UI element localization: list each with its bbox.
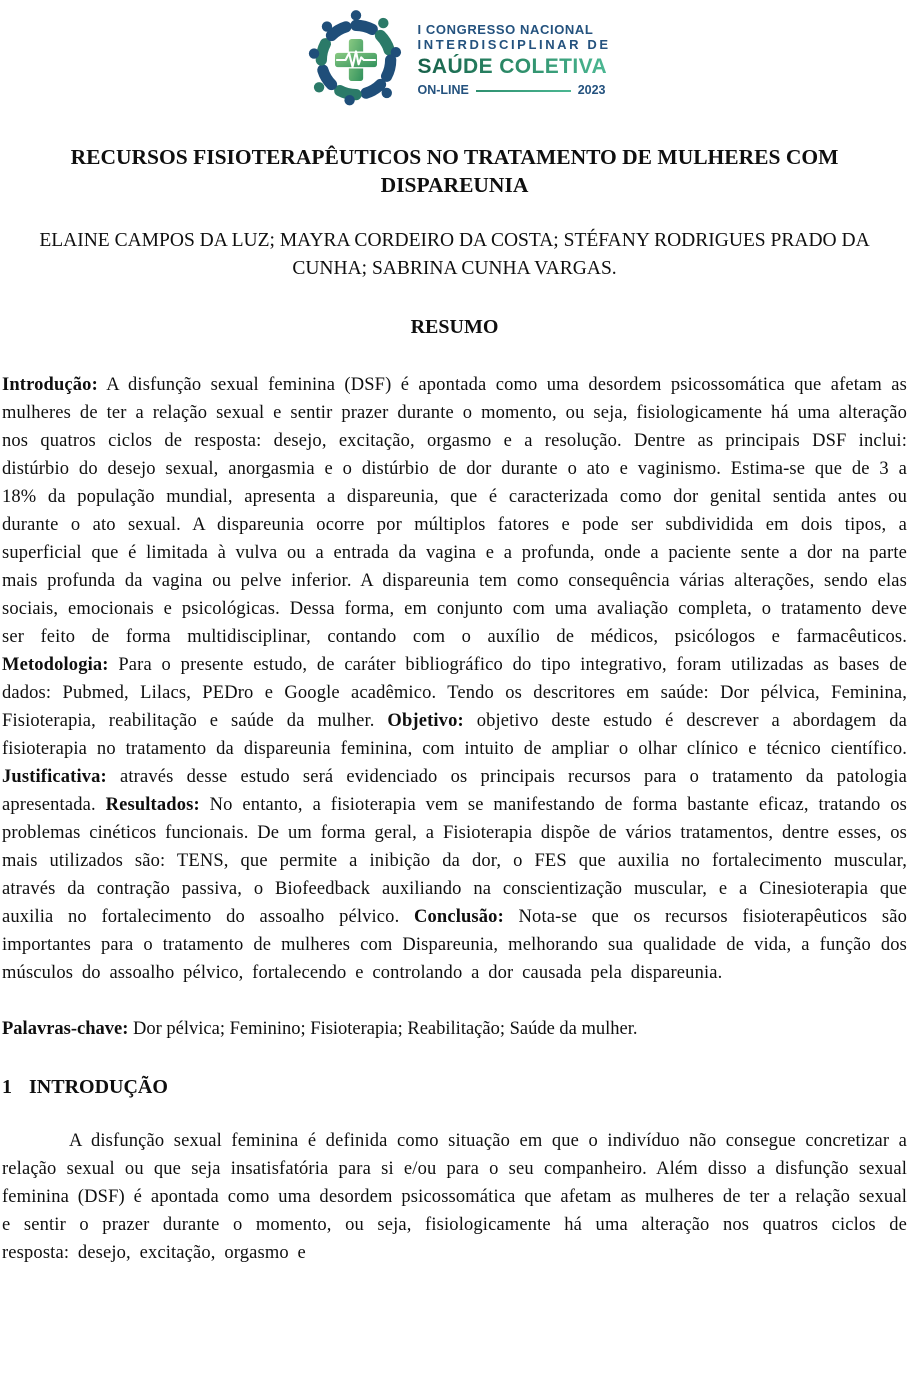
keywords-line xyxy=(2,1015,907,1043)
paper-title: RECURSOS FISIOTERAPÊUTICOS NO TRATAMENTO DE MULHERES COM DISPAREUNIA xyxy=(70,145,839,197)
logo-year: 2023 xyxy=(577,83,606,97)
section-title: INTRODUÇÃO xyxy=(29,1076,168,1098)
logo-interdisciplinar-line: INTERDISCIPLINAR DE xyxy=(417,37,611,52)
abstract-text-justificativa: através desse estudo será evidenciado os principais recursos para o tratamento da patologia apresentada. xyxy=(2,767,907,815)
abstract-text-objetivo: objetivo deste estudo é descrever a abordagem da fisioterapia no tratamento da dispareunia feminina, com intuito de ampliar o olhar clínico e técnico científico. xyxy=(2,711,907,759)
introduction-paragraph: A disfunção sexual feminina é definida como situação em que o indivíduo não consegue concretizar a relação sexual ou que seja insatisfatória para si e/ou para o seu companheiro. Além disso a disfunção sexual feminina (DSF) é apontada como uma desordem psicossomática que afetam as mulheres de ter a relação sexual e sentir o prazer durante o momento, ou seja, fisiologicamente há uma alteração nos quatros ciclos de resposta: desejo, excitação, orgasmo e xyxy=(2,1131,907,1263)
abstract-text-metodologia: Para o presente estudo, de caráter bibliográfico do tipo integrativo, foram utilizadas as bases de dados: Pubmed, Lilacs, PEDro e Google acadêmico. Tendo os descritores em saúde: Dor pélvica, Feminina, Fisioterapia, reabilitação e saúde da mulher. xyxy=(2,655,907,731)
abstract-text-conclusao: Nota-se que os recursos fisioterapêuticos são importantes para o tratamento de mulheres com Dispareunia, melhorando sua qualidade de vida, a função dos músculos do assoalho pélvico, fortalecendo e controlando a dor causada pela dispareunia. xyxy=(2,907,907,983)
logo-online-label: ON-LINE xyxy=(417,83,469,97)
abstract-label-resultados: Resultados: xyxy=(105,795,200,815)
keywords-text: Dor pélvica; Feminino; Fisioterapia; Reabilitação; Saúde da mulher. xyxy=(128,1019,638,1039)
abstract-label-metodologia: Metodologia: xyxy=(2,655,109,675)
logo-divider-line xyxy=(476,90,571,92)
abstract-paragraph xyxy=(2,371,907,987)
abstract-label-introducao: Introdução: xyxy=(2,375,98,395)
authors-line: ELAINE CAMPOS DA LUZ; MAYRA CORDEIRO DA COSTA; STÉFANY RODRIGUES PRADO DA CUNHA; SABRINA CUNHA VARGAS. xyxy=(39,230,870,279)
congress-logo xyxy=(2,7,907,113)
logo-saude-coletiva-line: SAÚDE COLETIVA xyxy=(417,55,608,78)
logo-congress-line: I CONGRESSO NACIONAL xyxy=(417,22,594,37)
section-1-heading xyxy=(2,1073,907,1101)
logo-wordmark xyxy=(417,22,611,98)
abstract-label-objetivo: Objetivo: xyxy=(387,711,464,731)
people-circle-health-cross-icon xyxy=(304,8,408,112)
section-number: 1 xyxy=(2,1076,12,1098)
abstract-label-conclusao: Conclusão: xyxy=(413,907,504,927)
keywords-label: Palavras-chave: xyxy=(2,1019,129,1039)
abstract-text-resultados: No entanto, a fisioterapia vem se manifestando de forma bastante eficaz, tratando os problemas cinéticos funcionais. De um forma geral, a Fisioterapia dispõe de vários tratamentos, dentre esses, os mais utilizados são: TENS, que permite a inibição da dor, o FES que auxilia no fortalecimento muscular, através da contração passiva, o Biofeedback auxiliando na conscientização muscular, e a Cinesioterapia que auxilia no fortalecimento do assoalho pélvico. xyxy=(2,795,907,927)
resumo-heading: RESUMO xyxy=(410,316,499,338)
abstract-text-introducao: A disfunção sexual feminina (DSF) é apontada como uma desordem psicossomática que afetam as mulheres de ter a relação sexual e sentir prazer durante o momento, ou seja, fisiologicamente há uma alteração nos quatros ciclos de resposta: desejo, excitação, orgasmo e a resolução. Dentre as principais DSF inclui: distúrbio do desejo sexual, anorgasmia e o distúrbio de dor durante o ato e vaginismo. Estima-se que de 3 a 18% da população mundial, apresenta a dispareunia, que é caracterizada como dor genital sentida antes ou durante o ato sexual. A dispareunia ocorre por múltiplos fatores e pode ser subdividida em dois tipos, a superficial que é limitada à vulva ou a entrada da vagina e a profunda, onde a paciente sente a dor na parte mais profunda da vagina ou pelve inferior. A dispareunia tem como consequência várias alterações, sendo elas sociais, emocionais e psicológicas. Dessa forma, em conjunto com uma avaliação completa, o tratamento deve ser feito de forma multidisciplinar, contando com o auxílio de médicos, psicólogos e farmacêuticos. xyxy=(2,375,907,647)
abstract-label-justificativa: Justificativa: xyxy=(2,767,107,787)
logo-online-row xyxy=(418,83,606,98)
